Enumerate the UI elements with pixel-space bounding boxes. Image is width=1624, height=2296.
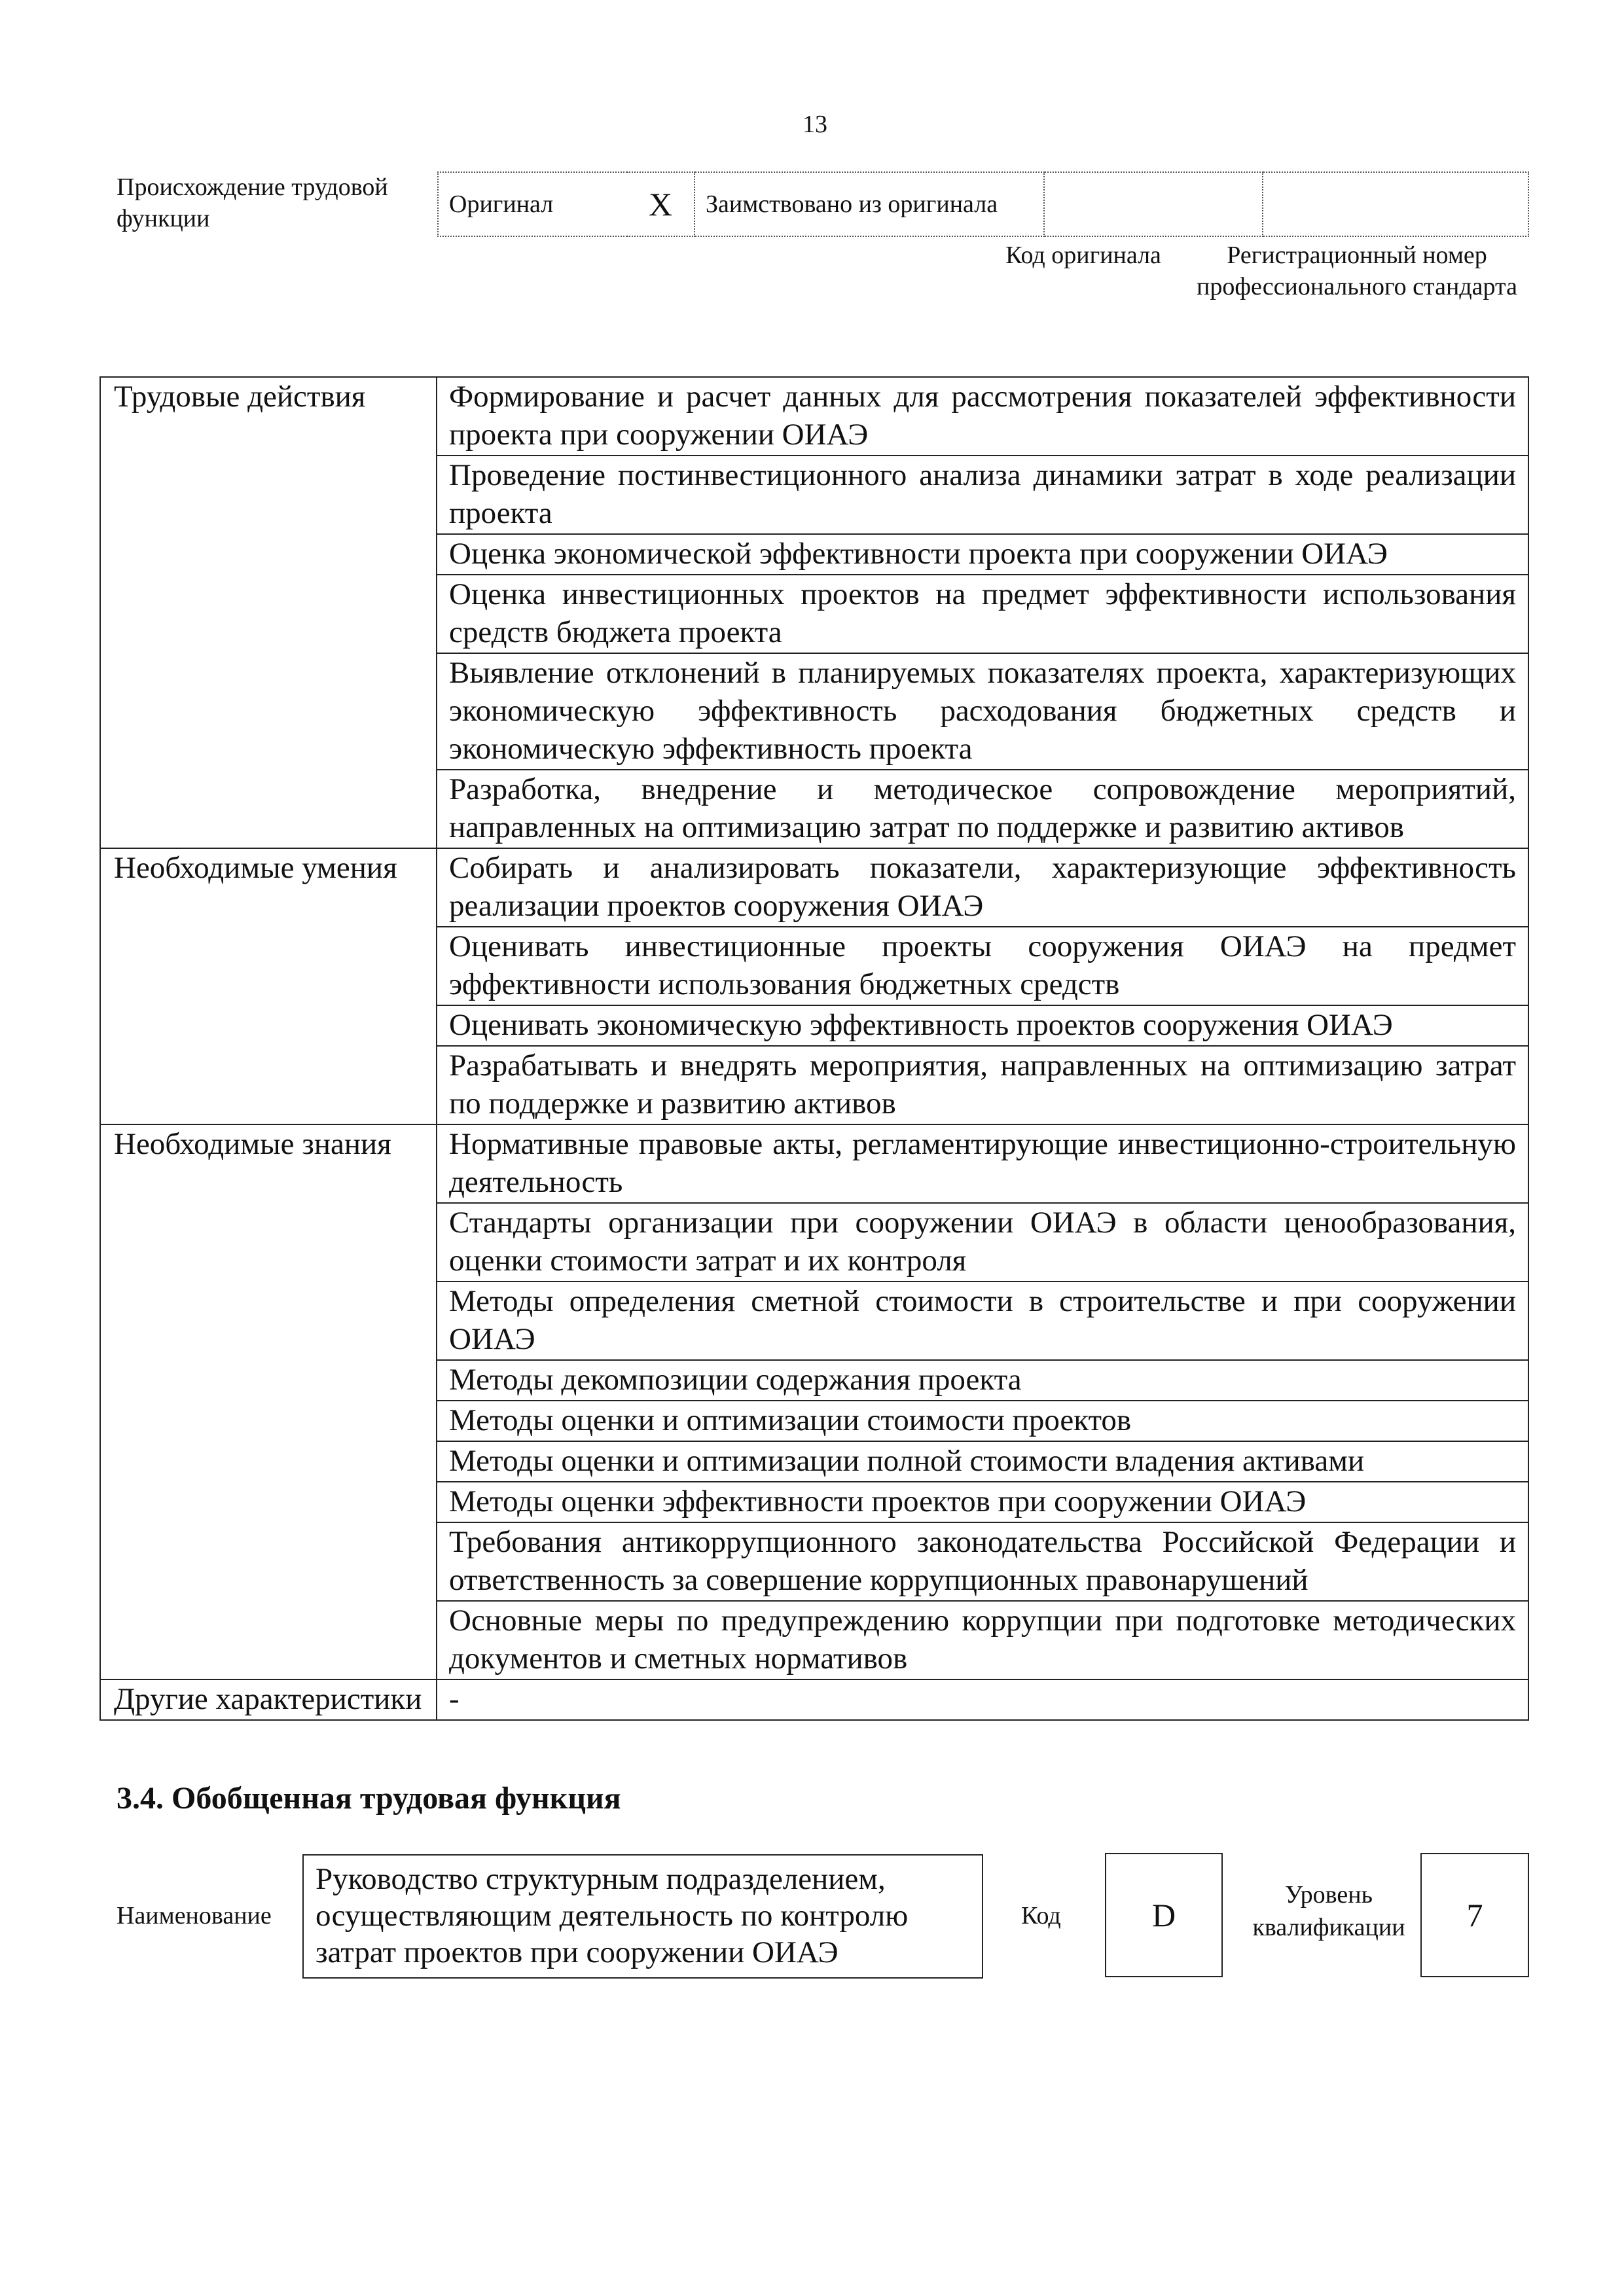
name-label: Наименование [117,1902,272,1929]
labor-action-item: Разработка, внедрение и методическое сопровождение мероприятий, направленных на оптимизацию затрат по поддержке и развитию активов [437,770,1528,848]
table-row [100,848,1528,927]
skill-item: Оценивать экономическую эффективность проектов сооружения ОИАЭ [437,1005,1528,1046]
page-number: 13 [803,111,827,138]
labor-action-item: Оценка инвестиционных проектов на предмет эффективности использования средств бюджета проекта [437,575,1528,653]
knowledge-item: Методы оценки и оптимизации полной стоимости владения активами [437,1441,1528,1482]
origin-original-cell: Оригинал [438,172,627,236]
function-table [99,376,1529,1721]
knowledge-item: Методы декомпозиции содержания проекта [437,1360,1528,1401]
caption-code: Код оригинала [1005,242,1161,269]
origin-code-cell [1044,172,1263,236]
origin-reg-cell [1263,172,1528,236]
knowledge-item: Методы определения сметной стоимости в строительстве и при сооружении ОИАЭ [437,1282,1528,1360]
level-value: 7 [1420,1853,1529,1977]
skill-item: Разрабатывать и внедрять мероприятия, направленных на оптимизацию затрат по поддержке и развитию активов [437,1046,1528,1124]
labor-action-item: Выявление отклонений в планируемых показателях проекта, характеризующих экономическую эффективность расходования бюджетных средств и экономическую эффективность проекта [437,653,1528,770]
knowledge-item: Методы оценки эффективности проектов при сооружении ОИАЭ [437,1482,1528,1522]
skill-group-label: Необходимые умения [100,848,437,1124]
skill-item: Оценивать инвестиционные проекты сооружения ОИАЭ на предмет эффективности использования бюджетных средств [437,927,1528,1005]
labor-action-item: Оценка экономической эффективности проекта при сооружении ОИАЭ [437,534,1528,575]
labor-action-item: Формирование и расчет данных для рассмотрения показателей эффективности проекта при сооружении ОИАЭ [437,377,1528,456]
level-label: Уровень квалификации [1252,1881,1405,1941]
name-value: Руководство структурным подразделением, осуществляющим деятельность по контролю затрат проектов при сооружении ОИАЭ [302,1854,983,1979]
knowledge-item: Требования антикоррупционного законодательства Российской Федерации и ответственность за совершение коррупционных правонарушений [437,1522,1528,1601]
knowledge-item: Нормативные правовые акты, регламентирующие инвестиционно-строительную деятельность [437,1124,1528,1203]
labor-action-group-label: Трудовые действия [100,377,437,848]
code-label: Код [1021,1902,1061,1929]
knowledge-item: Основные меры по предупреждению коррупции при подготовке методических документов и сметных нормативов [437,1601,1528,1679]
table-row [100,1124,1528,1203]
origin-table [437,171,1529,237]
knowledge-item: Стандарты организации при сооружении ОИАЭ в области ценообразования, оценки стоимости затрат и их контроля [437,1203,1528,1282]
code-value: D [1105,1853,1223,1977]
origin-mark-cell: X [627,172,695,236]
origin-borrowed-cell: Заимствовано из оригинала [695,172,1044,236]
caption-reg: Регистрационный номер профессионального стандарта [1197,242,1517,300]
origin-label: Происхождение трудовой функции [117,173,388,232]
knowledge-item: Методы оценки и оптимизации стоимости проектов [437,1401,1528,1441]
labor-action-item: Проведение постинвестиционного анализа динамики затрат в ходе реализации проекта [437,456,1528,534]
skill-item: Собирать и анализировать показатели, характеризующие эффективность реализации проектов сооружения ОИАЭ [437,848,1528,927]
table-row [100,377,1528,456]
other-label: Другие характеристики [100,1679,437,1720]
other-value: - [437,1679,1528,1720]
table-row [100,1679,1528,1720]
knowledge-group-label: Необходимые знания [100,1124,437,1679]
section-title: 3.4. Обобщенная трудовая функция [117,1781,621,1816]
